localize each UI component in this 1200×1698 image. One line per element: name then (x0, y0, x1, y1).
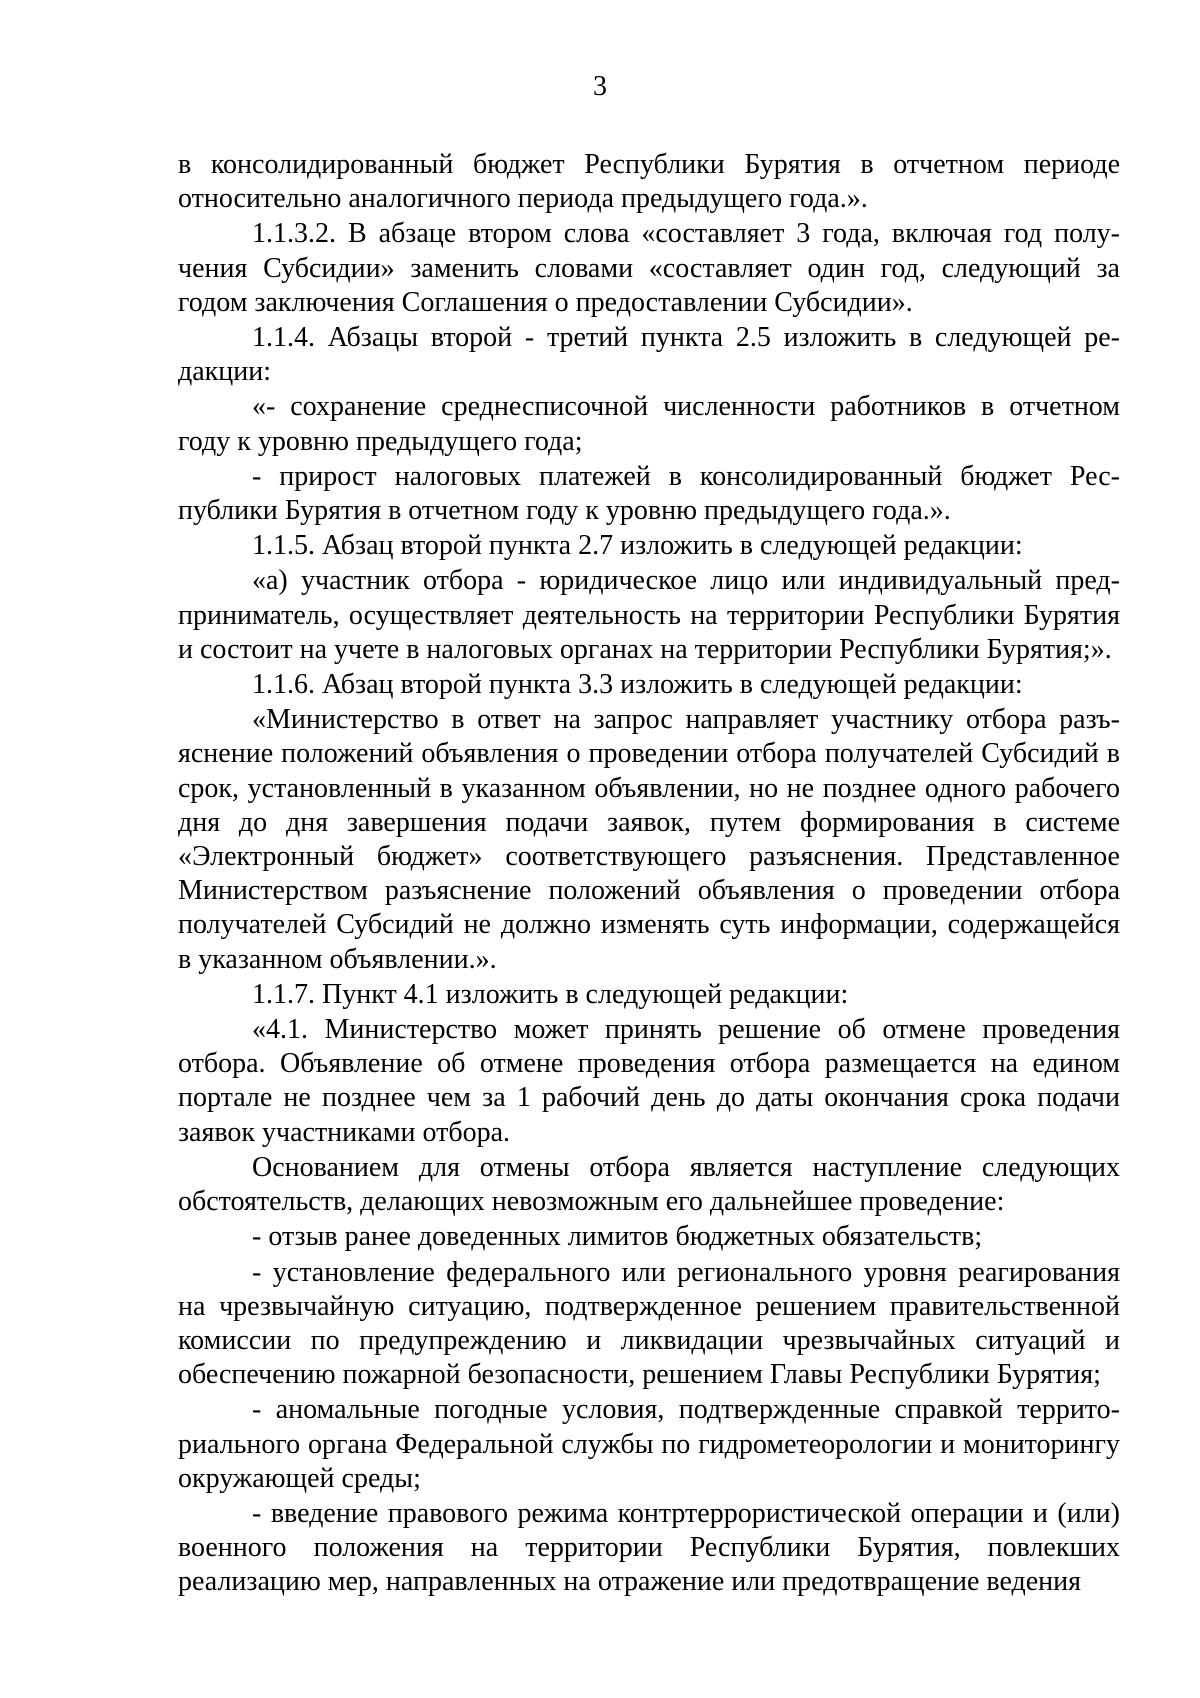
page-number: 3 (593, 71, 607, 102)
paragraph-1-1-7: 1.1.7. Пункт 4.1 изложить в следующей редакции: (252, 978, 849, 1010)
paragraph-ministry-clarification: «Министерство в ответ на запрос направляет участнику отбора разъяснение положений объявления о проведении отбора получателей Субсидий в срок, установленный в указанном объявлении, но не позднее одного рабочего дня до дня завершения подачи заявок, путем формирования в системе «Электронный бюджет» соответствующего разъяснения. Представленное Министерством разъяснение положений объявления о проведении отбора получателей Субсидий не должно изменять суть информации, содержащейся в указанном объявлении.». (178, 704, 1120, 975)
paragraph-1-1-6: 1.1.6. Абзац второй пункта 3.3 изложить в следующей редакции: (252, 669, 1023, 701)
paragraph-cancellation-grounds: Основанием для отмены отбора является наступление следующих обстоятельств, делающих невозможным его дальнейшее проведение: (178, 1151, 1120, 1218)
list-item-limits-withdrawal: - отзыв ранее доведенных лимитов бюджетных обязательств; (252, 1221, 983, 1253)
paragraph-4-1-cancellation: «4.1. Министерство может принять решение об отмене проведения отбора. Объявление об отмене проведения отбора размещается на едином портале не позднее чем за 1 рабочий день до даты окончания срока подачи заявок участниками отбора. (178, 1014, 1120, 1148)
paragraph-1-1-4: 1.1.4. Абзацы второй - третий пункта 2.5 изложить в следующей редакции: (178, 322, 1120, 388)
paragraph-continuation: в консолидированный бюджет Республики Бурятия в отчетном периоде относительно аналогичного периода предыдущего года.». (178, 149, 1120, 215)
list-item-counterterrorism-regime: - введение правового режима контртеррористической операции и (или) военного положения на территории Республики Бурятия, повлекших реализацию мер, направленных на отражение или предотвращение ведения (178, 1497, 1120, 1598)
list-item-weather-conditions: - аномальные погодные условия, подтвержденные справкой территориального органа Федеральной службы по гидрометеорологии и мониторингу окружающей среды; (178, 1394, 1120, 1494)
list-item-emergency-response: - установление федерального или регионального уровня реагирования на чрезвычайную ситуацию, подтвержденное решением правительственной комиссии по предупреждению и ликвидации чрезвычайных ситуаций и обеспечению пожарной безопасности, решением Главы Республики Бурятия; (178, 1256, 1120, 1391)
paragraph-1-1-5: 1.1.5. Абзац второй пункта 2.7 изложить в следующей редакции: (252, 530, 1023, 562)
paragraph-1-1-3-2: 1.1.3.2. В абзаце втором слова «составляет 3 года, включая год получения Субсидии» заменить словами «составляет один год, следующий за годом заключения Соглашения о предоставлении Субсидии». (178, 218, 1120, 318)
paragraph-participant-definition: «а) участник отбора - юридическое лицо или индивидуальный предприниматель, осуществляет деятельность на территории Республики Бурятия и состоит на учете в налоговых органах на территории Республики Бурятия;». (178, 565, 1120, 665)
paragraph-quote-staff-count: «- сохранение среднесписочной численности работников в отчетном году к уровню предыдущего года; (178, 391, 1120, 457)
document-body (178, 148, 1120, 1601)
paragraph-tax-growth: - прирост налоговых платежей в консолидированный бюджет Республики Бурятия в отчетном году к уровню предыдущего года.». (178, 460, 1120, 527)
